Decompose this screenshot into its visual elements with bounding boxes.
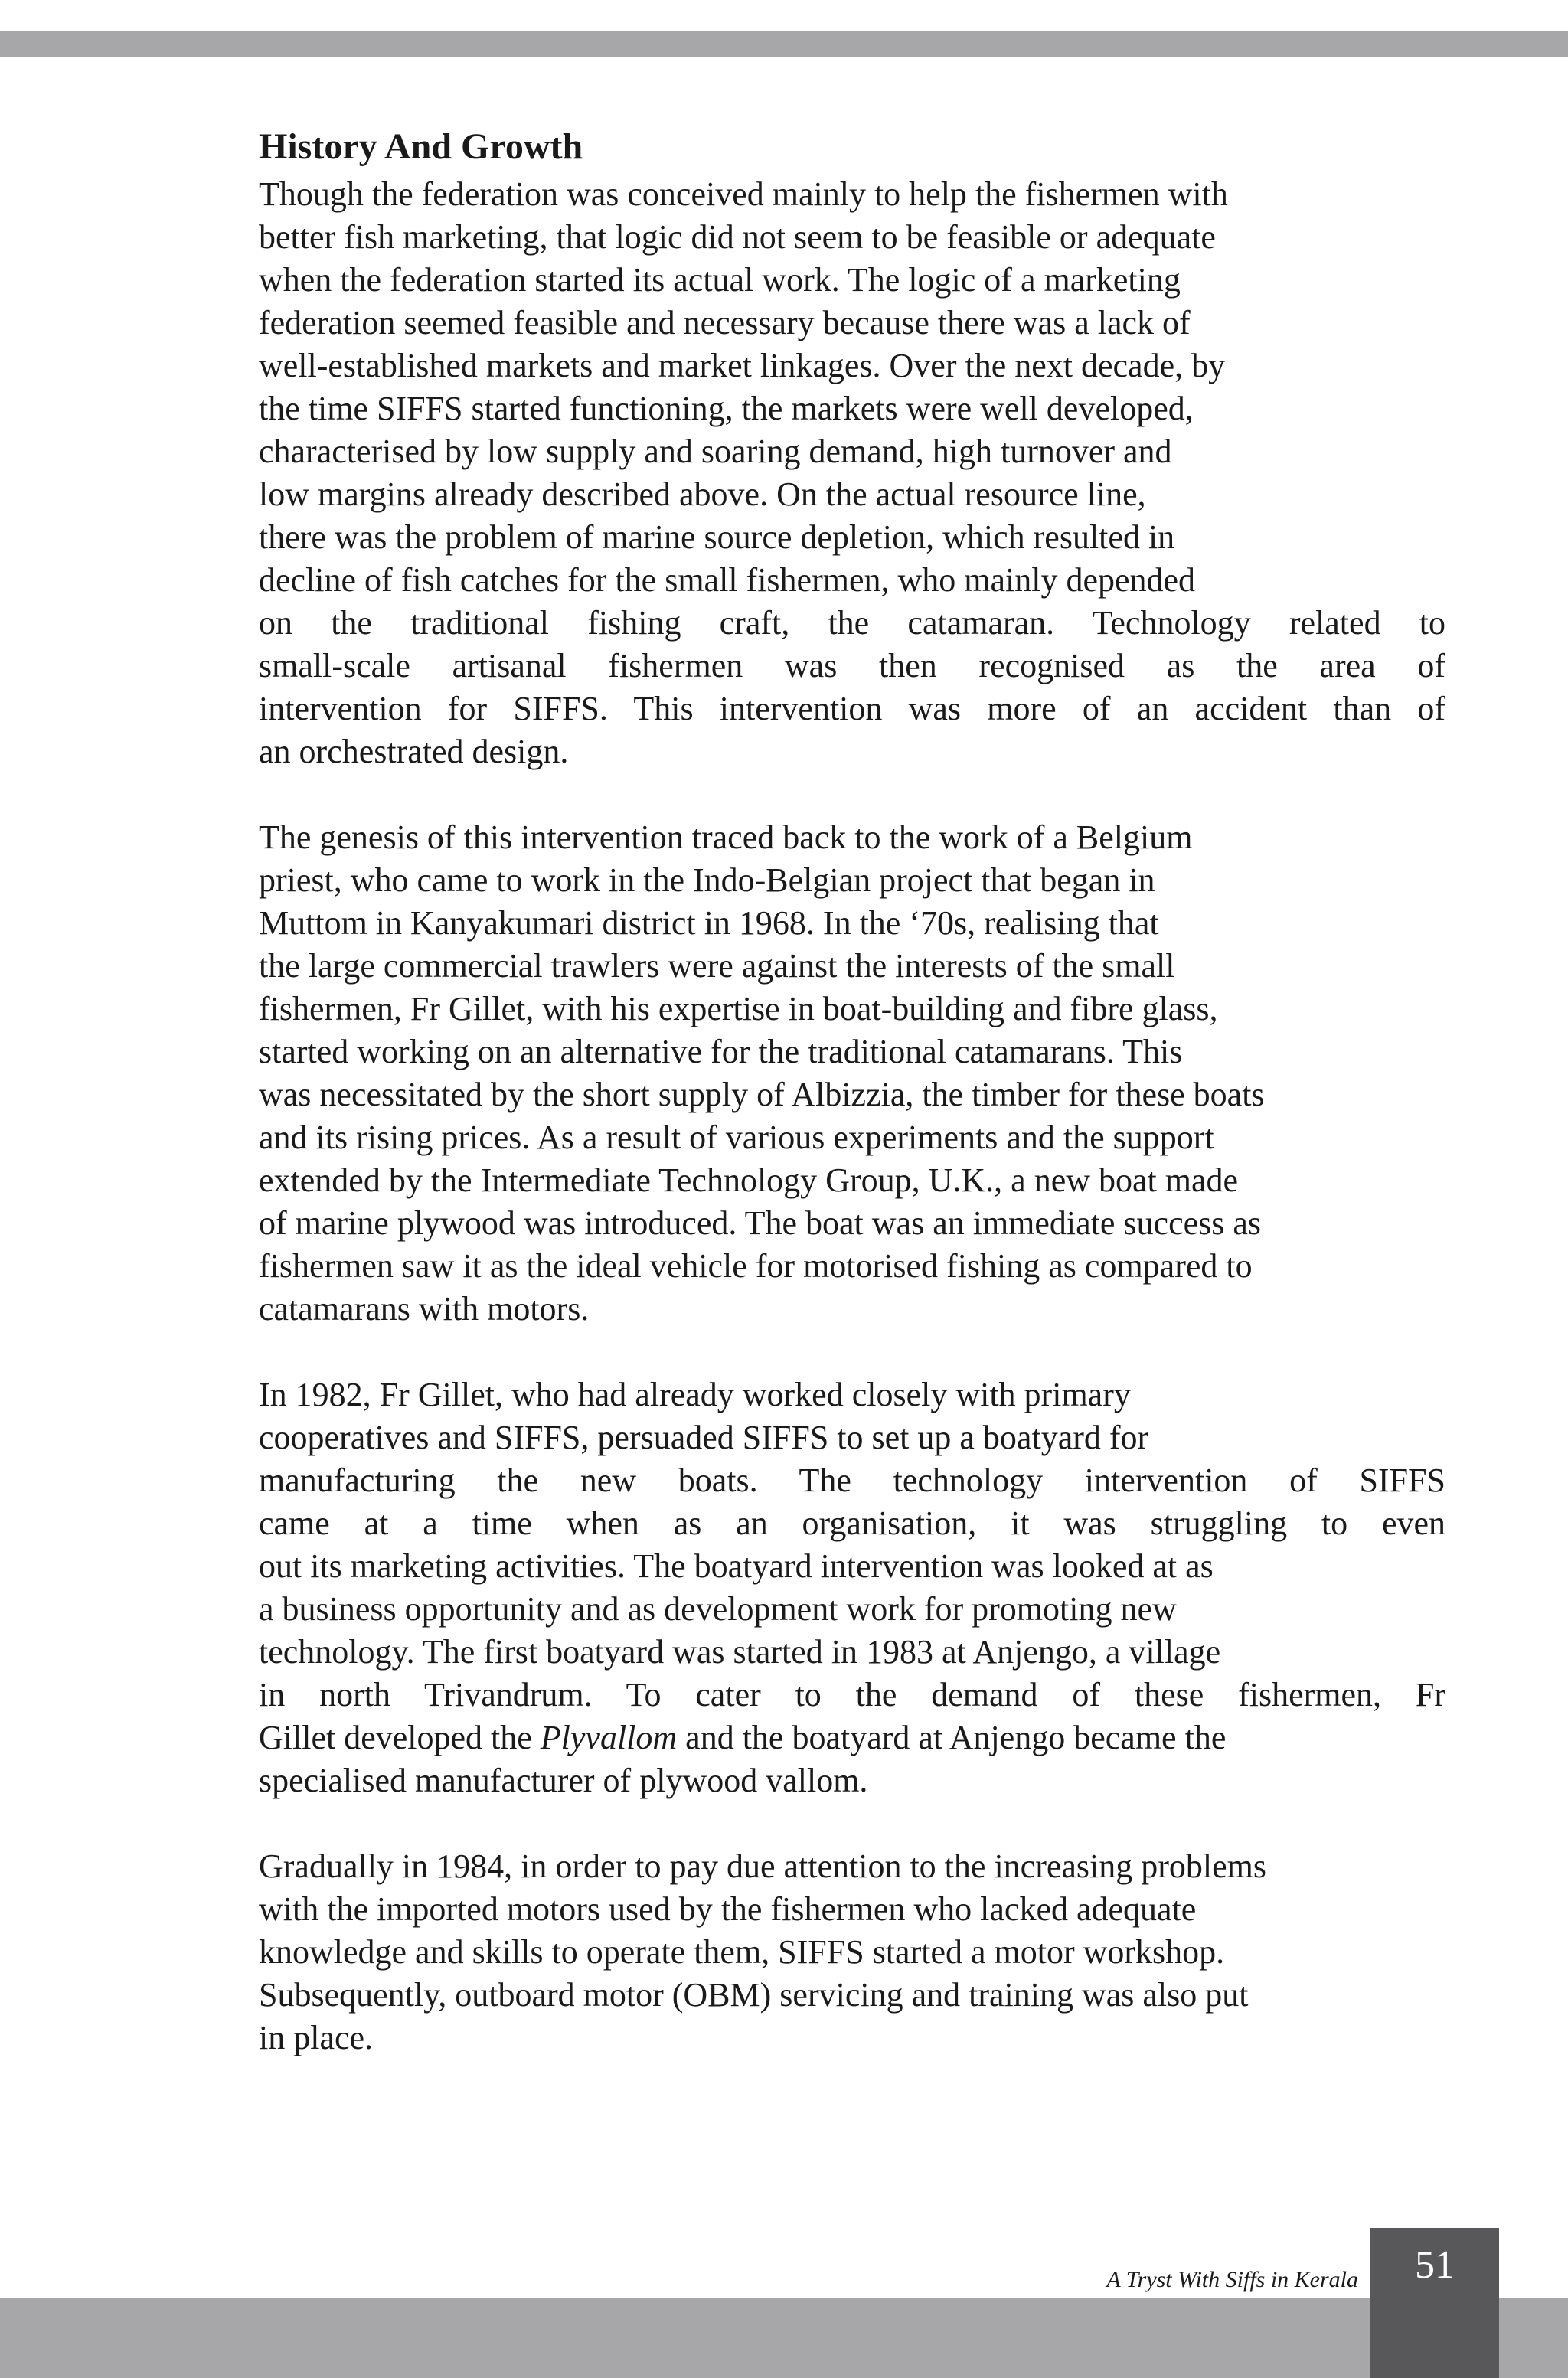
text-line: Gradually in 1984, in order to pay due attention to the increasing problems <box>259 1847 1267 1885</box>
text-line: manufacturing the new boats. The technology intervention of SIFFS <box>259 1462 1446 1499</box>
text-line: an orchestrated design. <box>259 733 569 770</box>
text-line: was necessitated by the short supply of Albizzia, the timber for these boats <box>259 1076 1265 1113</box>
paragraph-boatyard <box>259 1374 1446 1802</box>
paragraph-history <box>259 173 1446 773</box>
text-line: Though the federation was conceived mainly to help the fishermen with <box>259 175 1228 213</box>
page-content <box>259 122 1446 2102</box>
text-segment: Gillet developed the <box>259 1719 532 1756</box>
text-line: the time SIFFS started functioning, the markets were well developed, <box>259 390 1194 427</box>
text-line: well-established markets and market linkages. Over the next decade, by <box>259 347 1226 384</box>
text-line: out its marketing activities. The boatyard intervention was looked at as <box>259 1547 1214 1585</box>
running-title: A Tryst With Siffs in Kerala <box>1106 2267 1358 2292</box>
text-line: in north Trivandrum. To cater to the demand of these fishermen, Fr <box>259 1676 1446 1713</box>
text-line: Subsequently, outboard motor (OBM) servicing and training was also put <box>259 1976 1249 2014</box>
text-line: technology. The first boatyard was started in 1983 at Anjengo, a village <box>259 1633 1221 1671</box>
text-line: federation seemed feasible and necessary because there was a lack of <box>259 304 1191 341</box>
text-line: intervention for SIFFS. This intervention was more of an accident than of <box>259 690 1446 727</box>
text-line: fishermen saw it as the ideal vehicle for motorised fishing as compared to <box>259 1247 1253 1285</box>
text-line: Muttom in Kanyakumari district in 1968. In the ‘70s, realising that <box>259 904 1159 942</box>
text-segment: and the boatyard at Anjengo became the <box>685 1719 1227 1756</box>
section-heading: History And Growth <box>259 126 583 167</box>
text-line: characterised by low supply and soaring demand, high turnover and <box>259 433 1172 470</box>
text-line: fishermen, Fr Gillet, with his expertise in boat-building and fibre glass, <box>259 990 1218 1027</box>
text-line: priest, who came to work in the Indo-Belgian project that began in <box>259 861 1155 899</box>
text-line: cooperatives and SIFFS, persuaded SIFFS to set up a boatyard for <box>259 1419 1149 1456</box>
text-line: when the federation started its actual work. The logic of a marketing <box>259 261 1181 299</box>
text-line: In 1982, Fr Gillet, who had already worked closely with primary <box>259 1376 1131 1413</box>
text-line: with the imported motors used by the fishermen who lacked adequate <box>259 1890 1197 1928</box>
text-line: better fish marketing, that logic did not seem to be feasible or adequate <box>259 218 1216 256</box>
text-line: knowledge and skills to operate them, SIFFS started a motor workshop. <box>259 1933 1225 1971</box>
text-line: a business opportunity and as development work for promoting new <box>259 1590 1177 1628</box>
text-line: the large commercial trawlers were against the interests of the small <box>259 947 1175 985</box>
text-line: decline of fish catches for the small fishermen, who mainly depended <box>259 561 1196 599</box>
text-line: small-scale artisanal fishermen was then recognised as the area of <box>259 647 1446 684</box>
text-line: started working on an alternative for the traditional catamarans. This <box>259 1033 1183 1070</box>
top-decorative-bar <box>0 31 1568 57</box>
text-line: in place. <box>259 2019 374 2056</box>
paragraph-motor-workshop <box>259 1845 1446 2060</box>
text-line: The genesis of this intervention traced back to the work of a Belgium <box>259 818 1193 856</box>
paragraph-genesis <box>259 816 1446 1331</box>
text-line: extended by the Intermediate Technology Group, U.K., a new boat made <box>259 1161 1239 1199</box>
text-line: catamarans with motors. <box>259 1290 590 1328</box>
text-line-with-italic <box>259 1717 1446 1759</box>
text-line: there was the problem of marine source depletion, which resulted in <box>259 518 1175 556</box>
page-number: 51 <box>1415 2243 1455 2287</box>
text-line: came at a time when as an organisation, it was struggling to even <box>259 1504 1446 1542</box>
text-line: low margins already described above. On the actual resource line, <box>259 475 1146 513</box>
italic-term-plyvallom: Plyvallom <box>540 1719 678 1756</box>
text-line: specialised manufacturer of plywood vallom. <box>259 1762 868 1799</box>
text-line: and its rising prices. As a result of various experiments and the support <box>259 1119 1214 1156</box>
bottom-decorative-bar <box>0 2298 1568 2378</box>
text-line: on the traditional fishing craft, the catamaran. Technology related to <box>259 604 1446 642</box>
text-line: of marine plywood was introduced. The boat was an immediate success as <box>259 1204 1262 1242</box>
